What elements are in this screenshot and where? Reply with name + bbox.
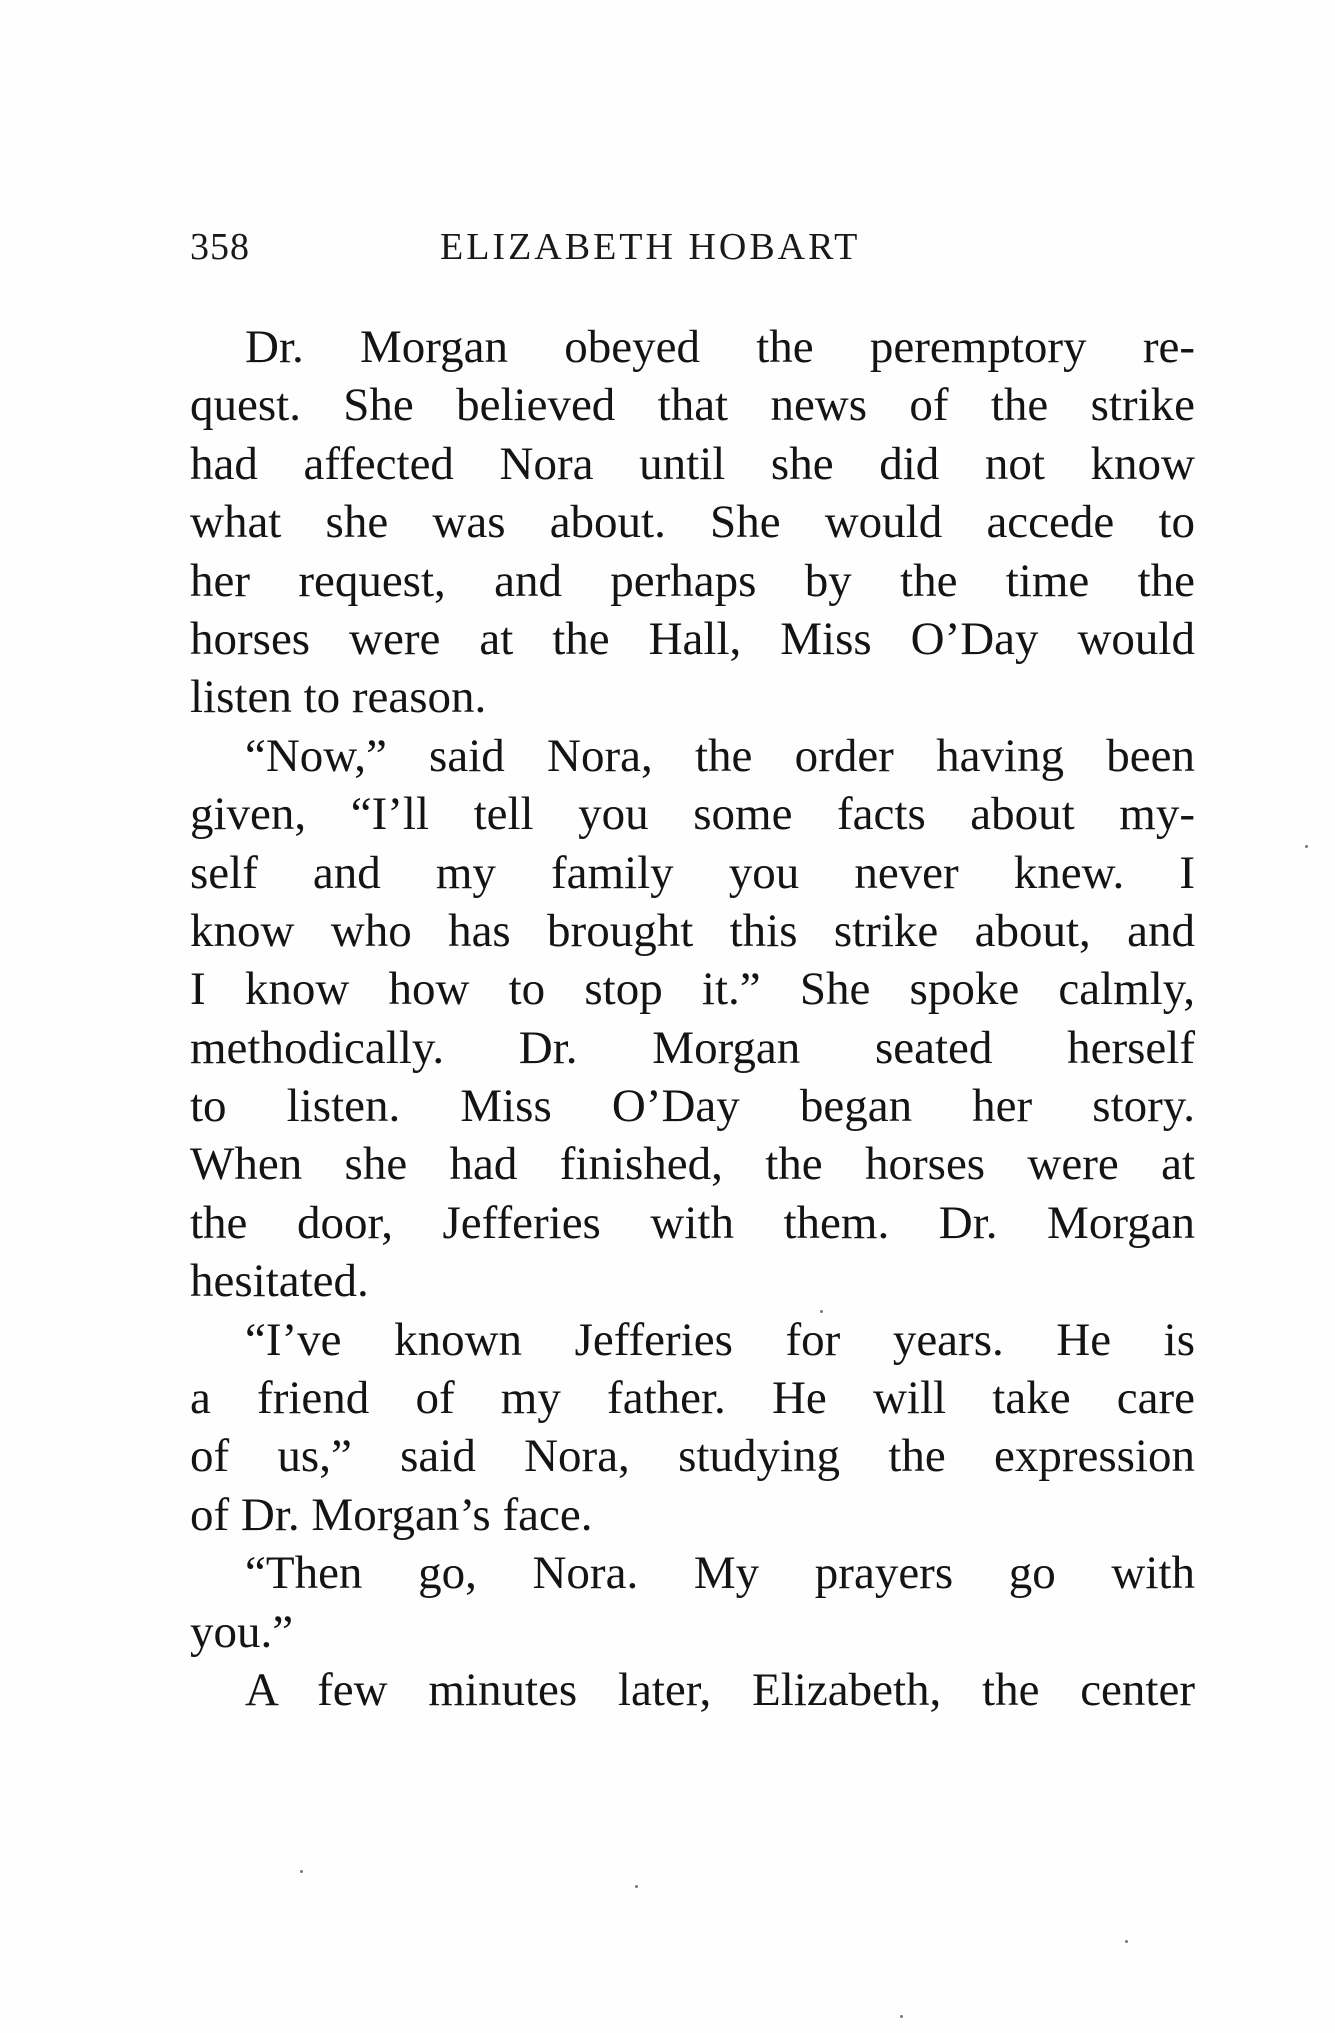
- text-line: had affected Nora until she did not know: [190, 437, 1195, 490]
- page-number: 358: [190, 226, 250, 268]
- text-line: A few minutes later, Elizabeth, the center: [245, 1663, 1195, 1716]
- text-line: quest. She believed that news of the strike: [190, 379, 1195, 432]
- text-line: “Then go, Nora. My prayers go with: [245, 1547, 1195, 1600]
- text-line: her request, and perhaps by the time the: [190, 554, 1195, 607]
- scan-speck: [1125, 1940, 1128, 1943]
- text-line: hesitated.: [190, 1255, 369, 1308]
- text-line: the door, Jefferies with them. Dr. Morgan: [190, 1196, 1195, 1249]
- text-line: what she was about. She would accede to: [190, 496, 1195, 549]
- scan-speck: [900, 2015, 903, 2018]
- text-line: know who has brought this strike about, and: [190, 904, 1195, 957]
- text-line: horses were at the Hall, Miss O’Day would: [190, 612, 1195, 665]
- text-line: “I’ve known Jefferies for years. He is: [245, 1313, 1195, 1366]
- running-head: [190, 225, 1195, 281]
- text-line: a friend of my father. He will take care: [190, 1372, 1195, 1425]
- text-line: you.”: [190, 1605, 294, 1658]
- text-line: When she had finished, the horses were at: [190, 1138, 1195, 1191]
- text-line: of us,” said Nora, studying the expression: [190, 1430, 1195, 1483]
- body-text: [190, 318, 1195, 1719]
- scan-speck: [820, 1310, 823, 1313]
- running-title: ELIZABETH HOBART: [440, 226, 861, 268]
- text-line: “Now,” said Nora, the order having been: [245, 729, 1195, 782]
- text-line: to listen. Miss O’Day began her story.: [190, 1080, 1195, 1133]
- text-line: listen to reason.: [190, 671, 487, 724]
- scan-speck: [1305, 845, 1308, 848]
- scan-speck: [635, 1885, 638, 1888]
- text-line: I know how to stop it.” She spoke calmly,: [190, 963, 1195, 1016]
- scan-speck: [300, 1870, 303, 1873]
- text-line: methodically. Dr. Morgan seated herself: [190, 1021, 1195, 1074]
- text-line: self and my family you never knew. I: [190, 846, 1195, 899]
- text-line: given, “I’ll tell you some facts about my-: [190, 788, 1195, 841]
- text-line: Dr. Morgan obeyed the peremptory re-: [245, 321, 1195, 373]
- text-line: of Dr. Morgan’s face.: [190, 1488, 593, 1541]
